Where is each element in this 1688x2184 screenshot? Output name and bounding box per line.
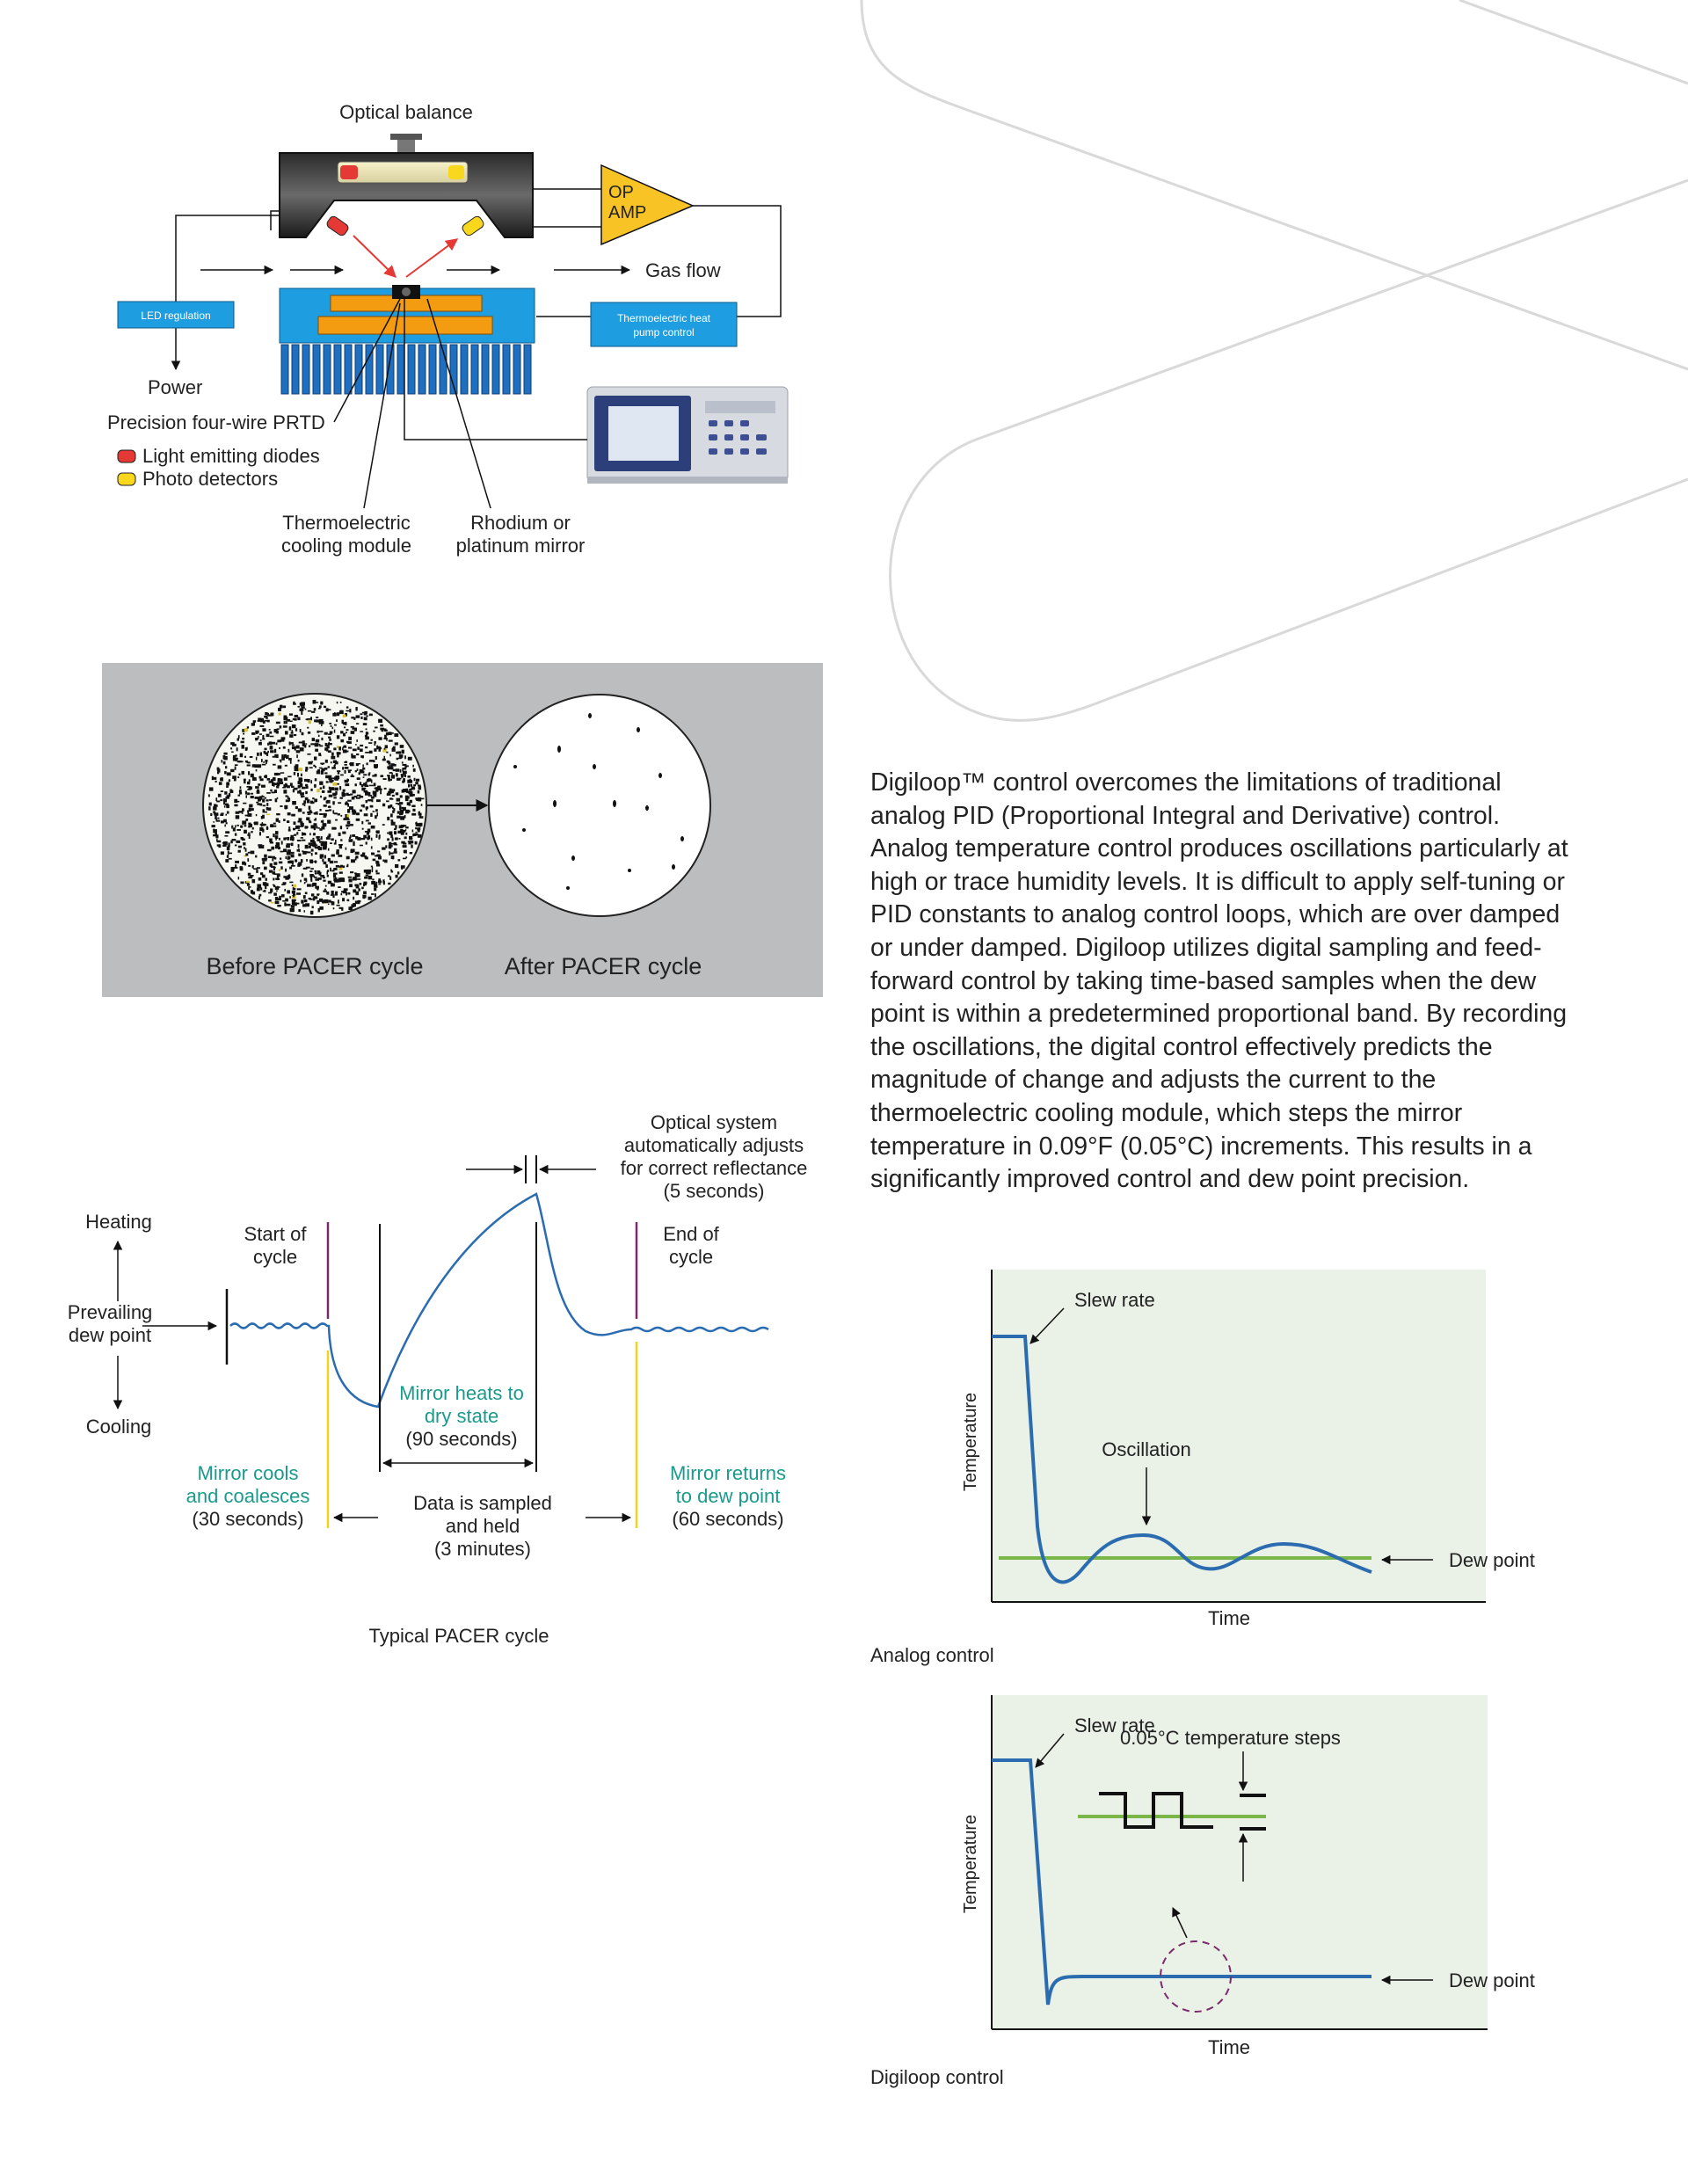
- digiloop-y-axis-label: Temperature: [961, 1814, 980, 1914]
- data-sampled-label-3: (3 minutes): [433, 1538, 532, 1560]
- power-label: Power: [148, 376, 203, 398]
- decorative-background-curves: [844, 0, 1688, 730]
- thermo-pump-label-2: pump control: [633, 326, 695, 339]
- op-amp-label-1: OP: [608, 183, 634, 202]
- start-cycle-label-1: Start of: [244, 1223, 307, 1245]
- digiloop-dew-point-label: Dew point: [1449, 1969, 1535, 1991]
- data-sampled-label-1: Data is sampled: [413, 1492, 552, 1514]
- start-cycle-label-2: cycle: [252, 1246, 298, 1268]
- analog-chart-background: [992, 1270, 1486, 1602]
- digiloop-paragraph: Digiloop™ control overcomes the limitations of traditional analog PID (Proportional Integral and Derivative) control. Analog temperature control produces oscillations particularly at high or trace humidity levels. It is difficult to apply self-tuning or PID constants to analog control loops, which are over damped or under damped. Digiloop utilizes digital sampling and feed-forward control by taking time-based samples when the dew point is within a predetermined proportional band. By recording the oscillations, the digital control effectively predicts the magnitude of change and adjusts the current to the thermoelectric cooling module, which steps the mirror temperature in 0.09°F (0.05°C) increments. This results in a significantly improved control and dew point precision.: [870, 768, 1568, 1194]
- analog-x-axis-label: Time: [1207, 1607, 1251, 1625]
- pacer-cycle-diagram: [44, 1099, 844, 1662]
- mirror-cools-label-1: Mirror cools: [197, 1462, 299, 1484]
- heat-sink-fins: [281, 345, 531, 394]
- photo-legend-label: Photo detectors: [142, 468, 279, 490]
- photo-legend-swatch: [118, 473, 135, 485]
- after-pacer-label: After PACER cycle: [504, 953, 702, 979]
- end-cycle-label-1: End of: [663, 1223, 719, 1245]
- digiloop-x-axis-label: Time: [1207, 2036, 1251, 2057]
- mirror-cools-label-2: and coalesces: [186, 1485, 310, 1507]
- cooling-module-label-1: Thermoelectric: [282, 512, 411, 534]
- mirror-returns-label-1: Mirror returns: [669, 1462, 787, 1484]
- optical-system-label-4: (5 seconds): [663, 1180, 765, 1202]
- thermo-pump-box: [591, 302, 737, 346]
- optical-balance-label: Optical balance: [339, 101, 473, 123]
- pacer-comparison-panel: [102, 663, 823, 997]
- digiloop-control-chart: [950, 1688, 1600, 2057]
- led-left: [325, 215, 350, 237]
- digiloop-slew-rate-label: Slew rate: [1074, 1714, 1155, 1736]
- optical-system-label-3: for correct reflectance: [620, 1157, 808, 1179]
- digiloop-steps-label: 0.05°C temperature steps: [1120, 1727, 1341, 1749]
- cooling-label: Cooling: [85, 1416, 152, 1438]
- sixty-seconds-label: (60 seconds): [672, 1508, 784, 1530]
- prtd-label: Precision four-wire PRTD: [107, 411, 325, 433]
- analog-oscillation-label: Oscillation: [1102, 1438, 1191, 1460]
- optical-hygrometer-diagram: [97, 88, 818, 580]
- digiloop-control-caption: Digiloop control: [870, 2066, 1004, 2088]
- prevailing-label-1: Prevailing: [67, 1301, 153, 1323]
- mirror-label-1: Rhodium or: [470, 512, 571, 534]
- mirror-heats-label-2: dry state: [424, 1405, 499, 1427]
- ninety-seconds-label: (90 seconds): [405, 1428, 518, 1450]
- op-amp-label-2: AMP: [608, 203, 647, 222]
- analog-slew-rate-label: Slew rate: [1074, 1289, 1155, 1311]
- photodetector-right: [461, 215, 485, 237]
- led-regulation-label: LED regulation: [141, 309, 211, 322]
- mirror-label-2: platinum mirror: [455, 535, 586, 557]
- analog-control-chart: [950, 1263, 1600, 1625]
- gas-flow-label: Gas flow: [645, 259, 721, 281]
- analog-y-axis-label: Temperature: [961, 1392, 980, 1492]
- cooling-module-label-2: cooling module: [281, 535, 411, 557]
- led-legend-label: Light emitting diodes: [142, 445, 320, 467]
- optical-system-label-1: Optical system: [650, 1111, 778, 1133]
- data-sampled-label-2: and held: [445, 1515, 520, 1537]
- mirror-returns-label-2: to dew point: [675, 1485, 781, 1507]
- thirty-seconds-label: (30 seconds): [192, 1508, 304, 1530]
- pacer-cycle-caption: Typical PACER cycle: [368, 1625, 549, 1647]
- end-cycle-label-2: cycle: [668, 1246, 714, 1268]
- led-legend-swatch: [118, 450, 135, 462]
- digiloop-description: [870, 767, 1574, 1197]
- analog-control-caption: Analog control: [870, 1644, 994, 1666]
- mirror-heats-label-1: Mirror heats to: [399, 1382, 524, 1404]
- before-pacer-label: Before PACER cycle: [206, 953, 424, 979]
- after-pacer-mirror: [489, 695, 710, 916]
- thermo-pump-label-1: Thermoelectric heat: [616, 312, 711, 324]
- heating-label: Heating: [85, 1211, 152, 1233]
- hygrometer-instrument: [587, 387, 788, 484]
- prevailing-label-2: dew point: [68, 1324, 152, 1346]
- analog-dew-point-label: Dew point: [1449, 1549, 1535, 1571]
- optical-system-label-2: automatically adjusts: [623, 1134, 804, 1156]
